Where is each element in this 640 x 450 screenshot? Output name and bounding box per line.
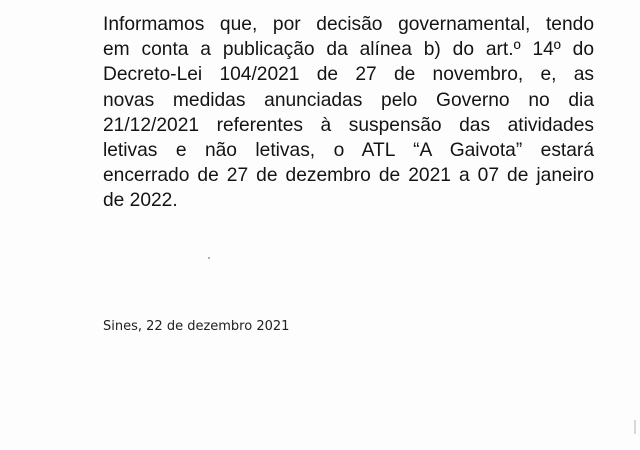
notice-line: 21/12/2021 referentes à suspensão das atividades — [103, 114, 594, 136]
notice-line: Decreto-Lei 104/2021 de 27 de novembro, e, as — [103, 64, 594, 86]
notice-line: novas medidas anunciadas pelo Governo no dia — [103, 89, 594, 111]
notice-line: de 2022. — [103, 190, 178, 212]
notice-paragraph — [103, 12, 594, 214]
place-date: Sines, 22 de dezembro 2021 — [103, 319, 290, 334]
notice-line: em conta a publicação da alínea b) do art.º 14º do — [103, 39, 594, 61]
notice-line: letivas e não letivas, o ATL “A Gaivota” estará — [103, 140, 594, 162]
scan-edge-mark — [634, 420, 636, 434]
scan-speck — [208, 257, 210, 259]
notice-line: encerrado de 27 de dezembro de 2021 a 07 de janeiro — [103, 165, 594, 187]
notice-line: Informamos que, por decisão governamental, tendo — [103, 14, 594, 35]
